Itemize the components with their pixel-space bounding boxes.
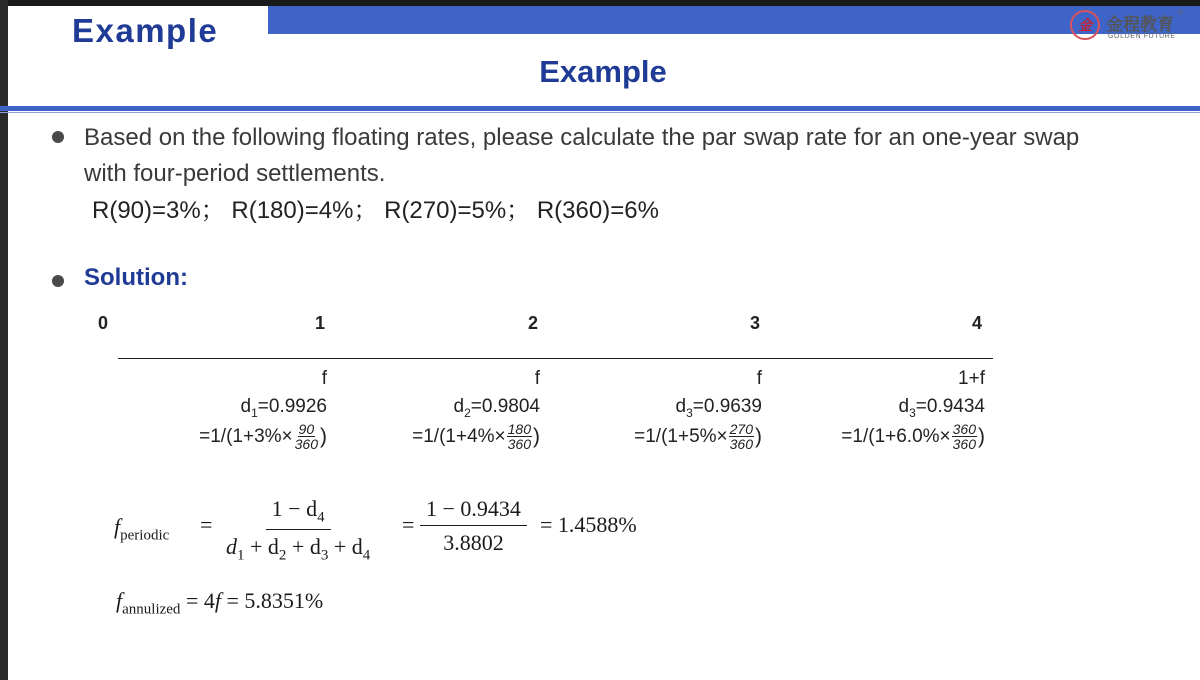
cashflow-1: f (321, 368, 327, 389)
formula-fraction-numeric (420, 496, 527, 556)
cashflow-3: f (756, 368, 762, 389)
cashflow-2: f (534, 368, 540, 389)
title-divider-thin (0, 112, 1200, 113)
fraction-denominator: 3.8802 (443, 530, 504, 555)
formula-fraction-symbolic (220, 496, 376, 565)
logo-seal-glyph: 金 (1078, 17, 1092, 33)
formula-annualized: $f_{annulized} = 4f = 5.8351\%$ (116, 588, 324, 618)
formula-equals: = (200, 512, 213, 537)
brand-logo (1070, 10, 1182, 46)
fraction-numerator: $1 - d_4$ (266, 496, 331, 530)
timeline-label-1: 1 (315, 313, 326, 333)
bullet-icon (52, 131, 64, 143)
logo-name-cn: 金程教育 (1106, 15, 1174, 34)
corner-title: Example (72, 12, 219, 49)
left-frame (0, 0, 8, 680)
formula-periodic-lhs: $f_{periodic}$ (114, 514, 170, 544)
problem-rates: R(90)=3%； R(180)=4%； R(270)=5%； R(360)=6% (92, 197, 659, 224)
timeline-label-3: 3 (750, 313, 761, 333)
timeline-label-2: 2 (528, 313, 539, 333)
problem-line-2: with four-period settlements. (84, 160, 386, 187)
header-bar (268, 6, 1200, 34)
page-title: Example (539, 54, 667, 89)
discount-expr-2: =1/(1+4%× $\frac{180}{360}$ ) (412, 421, 540, 452)
fraction-numerator: 1 − 0.9434 (420, 496, 527, 526)
timeline-axis (118, 358, 993, 359)
formula-periodic-result: = 1.4588% (540, 512, 637, 537)
discount-expr-1: =1/(1+3%× $\frac{90}{360}$ ) (199, 421, 327, 452)
cashflow-4: 1+f (958, 368, 985, 389)
fraction-denominator: $d_1 + d_2 + d_3 + d_4$ (226, 534, 371, 564)
logo-seal-icon (1070, 10, 1100, 40)
logo-name-en: GOLDEN FUTURE (1108, 33, 1176, 40)
bullet-icon (52, 275, 64, 287)
discount-factor-1: $d_1=0.9926$ (240, 396, 327, 420)
logo-registered-mark: ® (1178, 10, 1184, 17)
discount-expr-3: =1/(1+5%× $\frac{270}{360}$ ) (634, 421, 762, 452)
formula-equals: = (402, 512, 415, 537)
timeline-label-4: 4 (972, 313, 983, 333)
timeline-label-0: 0 (98, 313, 109, 333)
discount-factor-3: $d_3=0.9639$ (675, 396, 762, 420)
problem-line-1: Based on the following floating rates, please calculate the par swap rate for an one-year swap (84, 124, 1080, 151)
discount-expr-4: =1/(1+6.0%× $\frac{360}{360}$ ) (841, 421, 985, 452)
title-divider (0, 106, 1200, 111)
discount-factor-4: $d_3=0.9434$ (898, 396, 985, 420)
solution-heading: Solution: (84, 264, 188, 291)
discount-factor-2: $d_2=0.9804$ (453, 396, 540, 420)
